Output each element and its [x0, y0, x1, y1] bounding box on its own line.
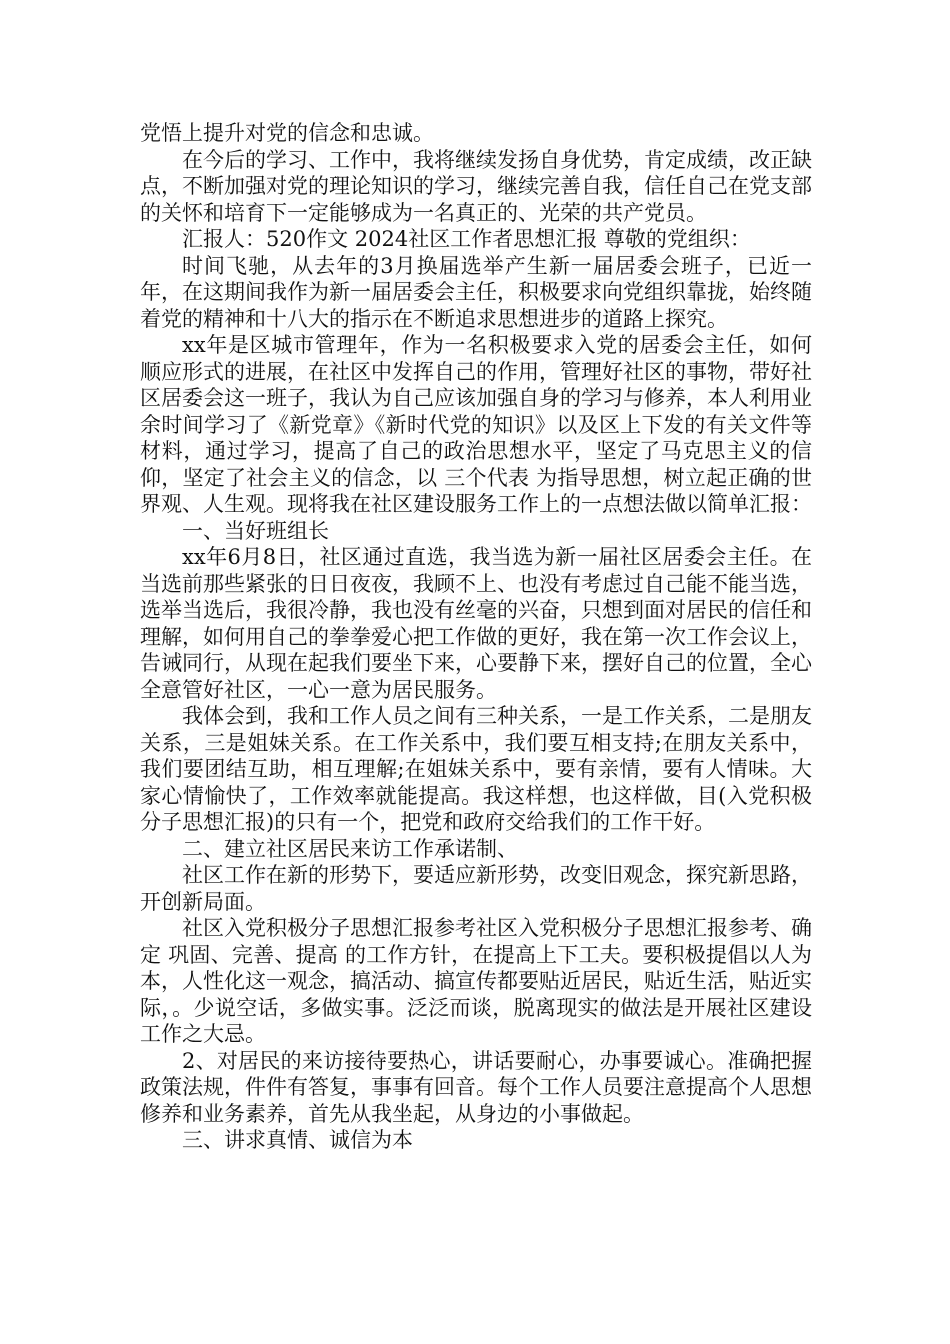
section-heading: 三、讲求真情、诚信为本 [182, 1128, 413, 1152]
paragraph: xx年6月8日，社区通过直选，我当选为新一届社区居委会主任。在当选前那些紧张的日日夜夜，我顾不上、也没有考虑过自己能不能当选，选举当选后，我很冷静，我也没有丝毫的兴奋，只想到面对居民的信任和理解，如何用自己的拳拳爱心把工作做的更好，我在第一次工作会议上，告诫同行，从现在起我们要坐下来，心要静下来，摆好自己的位置，全心全意管好社区，一心一意为居民服务。 [140, 545, 812, 702]
paragraph: xx年是区城市管理年，作为一名积极要求入党的居委会主任，如何顺应形式的进展，在社区中发挥自己的作用，管理好社区的事物，带好社区居委会这一班子，我认为自己应该加强自身的学习与修养，本人利用业余时间学习了《新党章》《新时代党的知识》以及区上下发的有关文件等材料，通过学习，提高了自己的政治思想水平，坚定了马克思主义的信仰，坚定了社会主义的信念，以 三个代表 为指导思想，树立起正确的世界观、人生观。现将我在社区建设服务工作上的一点想法做以简单汇报： [140, 333, 812, 516]
document-body [140, 120, 812, 1154]
paragraph: 社区工作在新的形势下，要适应新形势，改变旧观念，探究新思路，开创新局面。 [140, 863, 812, 914]
paragraph: 时间飞驰，从去年的3月换届选举产生新一届居委会班子，已近一年，在这期间我作为新一届居委会主任，积极要求向党组织靠拢，始终随着党的精神和十八大的指示在不断追求思想进步的道路上探究。 [140, 253, 812, 331]
section-heading: 二、建立社区居民来访工作承诺制、 [182, 836, 518, 861]
paragraph: 社区入党积极分子思想汇报参考社区入党积极分子思想汇报参考、确定 巩固、完善、提高 的工作方针，在提高上下工夫。要积极提倡以人为本，人性化这一观念，搞活动、搞宣传都要贴近居民，贴近生活，贴近实际，。少说空话，多做实事。泛泛而谈，脱离现实的做法是开展社区建设工作之大忌。 [140, 916, 812, 1046]
paragraph: 在今后的学习、工作中，我将继续发扬自身优势，肯定成绩，改正缺点，不断加强对党的理论知识的学习，继续完善自我，信任自己在党支部的关怀和培育下一定能够成为一名真正的、光荣的共产党员。 [140, 147, 812, 225]
section-heading: 一、当好班组长 [182, 518, 329, 543]
paragraph: 我体会到，我和工作人员之间有三种关系，一是工作关系，二是朋友关系，三是姐妹关系。在工作关系中，我们要互相支持;在朋友关系中，我们要团结互助，相互理解;在姐妹关系中，要有亲情，要有人情味。大家心情愉快了，工作效率就能提高。我这样想，也这样做，目(入党积极分子思想汇报)的只有一个，把党和政府交给我们的工作干好。 [140, 704, 812, 834]
paragraph: 2、对居民的来访接待要热心，讲话要耐心，办事要诚心。准确把握政策法规，件件有答复，事事有回音。每个工作人员要注意提高个人思想修养和业务素养，首先从我坐起，从身边的小事做起。 [140, 1048, 812, 1126]
paragraph: 党悟上提升对党的信念和忠诚。 [140, 121, 434, 145]
paragraph: 汇报人：520作文 2024社区工作者思想汇报 尊敬的党组织： [182, 227, 751, 251]
